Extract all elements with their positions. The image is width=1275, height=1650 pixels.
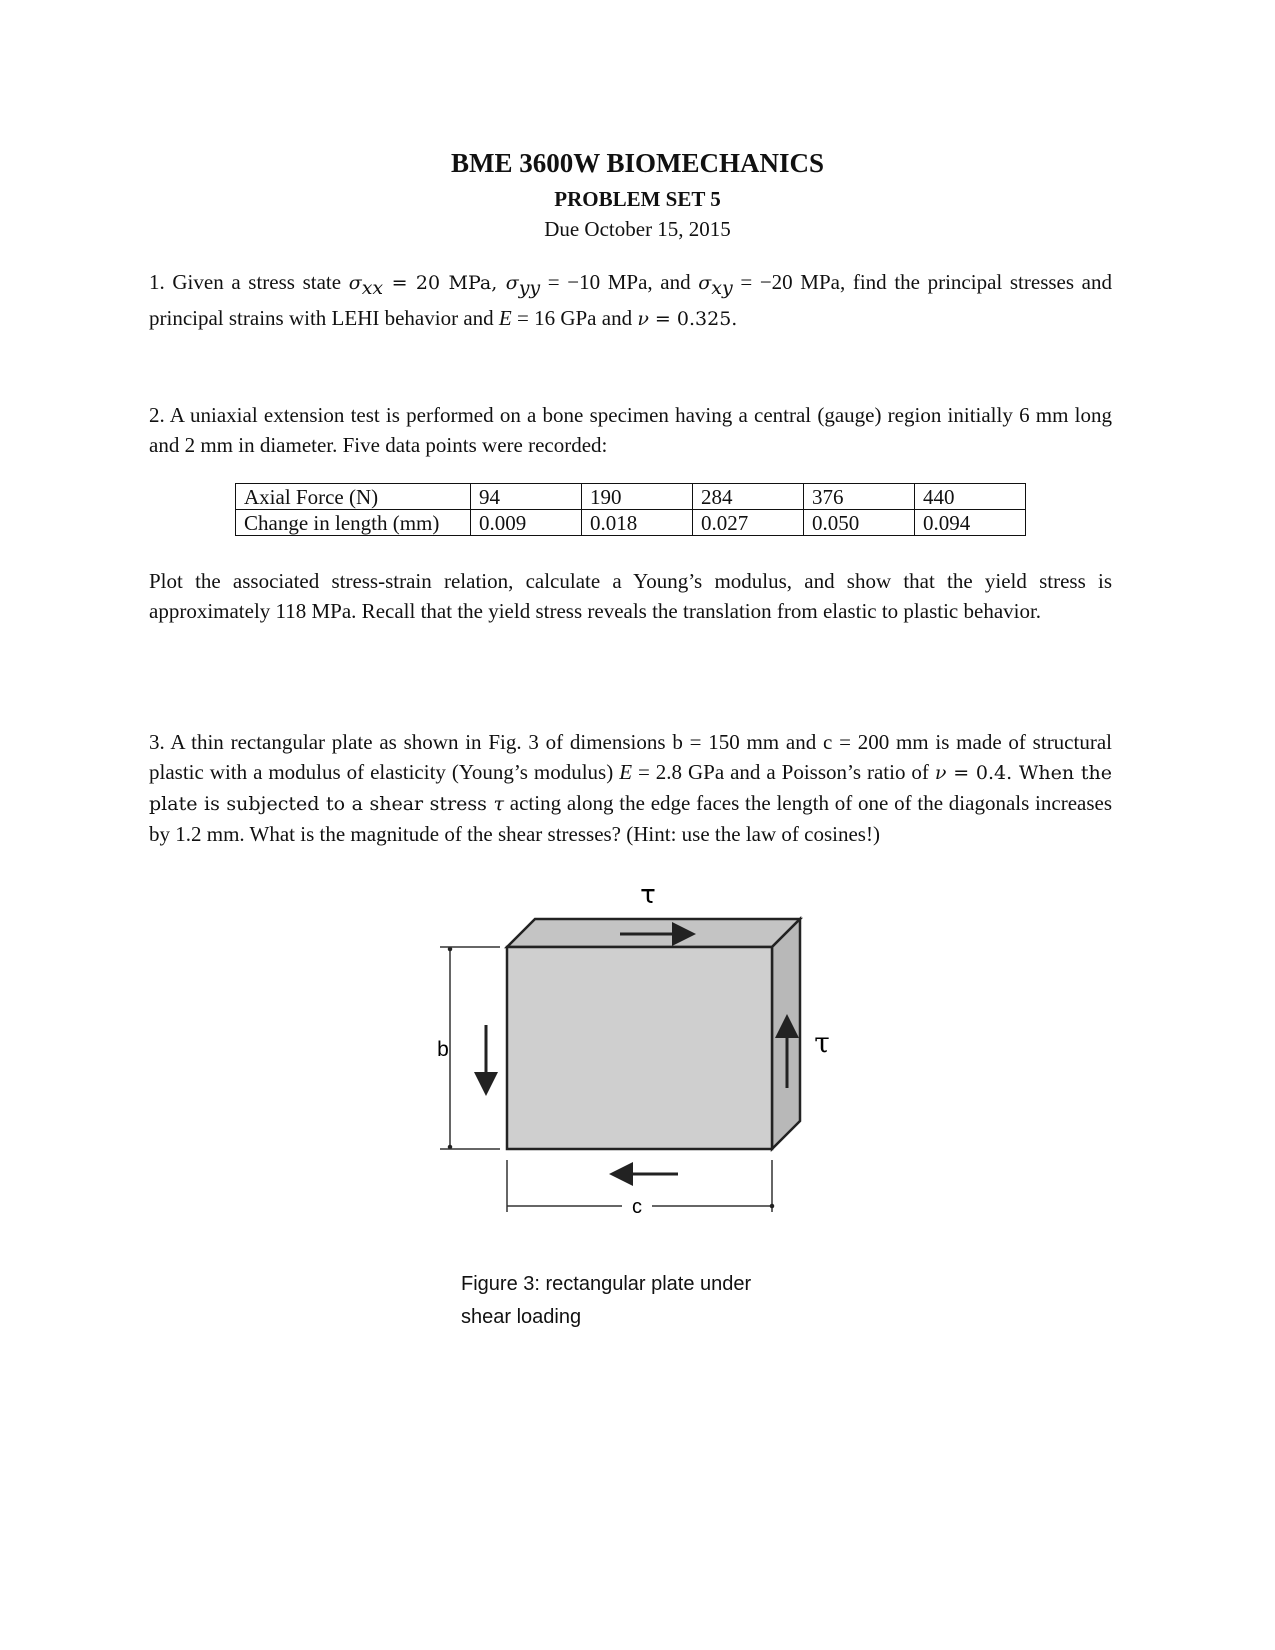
- table-cell: 0.009: [471, 510, 582, 536]
- course-title: BME 3600W BIOMECHANICS: [450, 148, 825, 178]
- figure-caption: [461, 1268, 751, 1334]
- table-cell: 0.094: [915, 510, 1026, 536]
- caption-line: shear loading: [461, 1306, 582, 1328]
- p1-text: = −10 MPa, and: [540, 270, 699, 294]
- sigma-xy-sub: xy: [711, 277, 733, 300]
- p3-text: = 0.4. When the plate is subjected to a shear stress: [149, 762, 1112, 815]
- due-date: Due October 15, 2015: [544, 217, 731, 241]
- tau-symbol: τ: [493, 793, 504, 815]
- p1-text: = 0.325.: [648, 308, 738, 331]
- table-cell: 376: [804, 484, 915, 510]
- problem-2-followup: Plot the associated stress-strain relation, calculate a Young’s modulus, and show that the yield stress is approximately 118 MPa. Recall that the yield stress reveals the translation from elastic to plastic behavior.: [149, 569, 1112, 623]
- b-label: b: [437, 1038, 449, 1061]
- plate-front-face: [507, 947, 772, 1149]
- sigma-xy: σ: [698, 272, 712, 294]
- tau-top-label: τ: [640, 880, 656, 910]
- c-label: c: [632, 1196, 642, 1218]
- p1-text: 1. Given a stress state: [149, 270, 349, 294]
- table-cell: 284: [693, 484, 804, 510]
- caption-line: Figure 3: rectangular plate under: [461, 1273, 752, 1295]
- p3-text: 3. A thin rectangular plate as shown in Fig. 3 of dimensions b = 150 mm and c = 200 mm is made of structural plastic with a modulus of elasticity (Young’s modulus): [149, 730, 1112, 784]
- table-cell: 94: [471, 484, 582, 510]
- table-cell: 0.018: [582, 510, 693, 536]
- sigma-yy: σ: [505, 272, 519, 294]
- sigma-xx: σ: [348, 272, 362, 294]
- p1-text: = 20 MPa,: [383, 272, 506, 294]
- tau-right-label: τ: [814, 1026, 830, 1059]
- sigma-xx-sub: xx: [361, 277, 384, 300]
- nu-symbol: ν: [637, 308, 649, 331]
- sigma-yy-sub: yy: [518, 277, 541, 300]
- E-symbol: E: [619, 760, 633, 784]
- p3-text: acting along the edge faces the length of one of the diagonals increases by 1.2 mm. What is the magnitude of the shear stresses? (Hint: use the law of cosines!): [149, 791, 1113, 846]
- table-cell: 0.027: [693, 510, 804, 536]
- p1-text: = −20 MPa, find the principal stresses and principal strains with LEHI behavior and: [149, 270, 1112, 331]
- table-cell: 440: [915, 484, 1026, 510]
- p3-text: = 2.8 GPa and a Poisson’s ratio of: [632, 760, 935, 784]
- problem-2: 2. A uniaxial extension test is performed on a bone specimen having a central (gauge) region initially 6 mm long and 2 mm in diameter. Five data points were recorded:: [149, 403, 1112, 457]
- row-header: Axial Force (N): [236, 484, 471, 510]
- row-header: Change in length (mm): [236, 510, 471, 536]
- problem-set-title: PROBLEM SET 5: [554, 187, 721, 211]
- table-cell: 190: [582, 484, 693, 510]
- table-cell: 0.050: [804, 510, 915, 536]
- p1-text: = 16 GPa and: [511, 306, 638, 331]
- E-symbol: E: [498, 306, 512, 331]
- nu-symbol: ν: [934, 762, 947, 784]
